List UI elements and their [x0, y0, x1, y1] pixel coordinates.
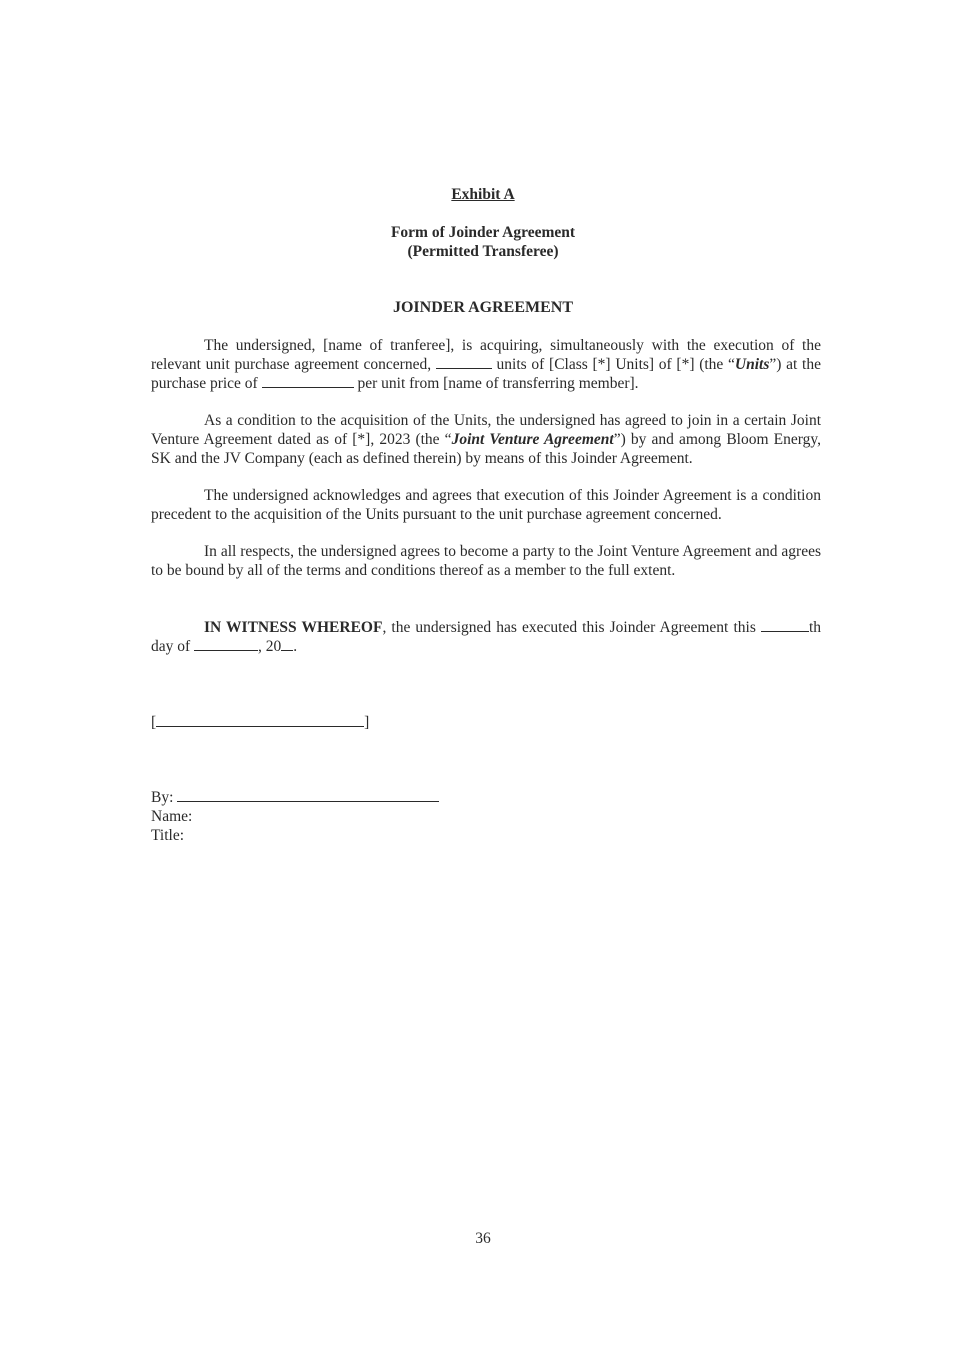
units-term: Units: [734, 356, 770, 373]
price-blank: [262, 375, 354, 388]
paragraph-acquisition: [151, 336, 821, 393]
units-count-blank: [436, 356, 492, 369]
para3-text: The undersigned acknowledges and agrees that execution of this Joinder Agreement is a condition precedent to the acquisition of the Units pursuant to the unit purchase agreement concerned.: [151, 487, 821, 523]
witness-text-b: th day of: [151, 619, 821, 655]
jv-agreement-term: Joint Venture Agreement: [451, 431, 614, 448]
title-label: Title:: [151, 827, 185, 844]
witness-text-a: , the undersigned has executed this Joinder Agreement this: [382, 619, 761, 636]
form-title-line2: (Permitted Transferee): [407, 243, 559, 260]
by-label: By:: [151, 789, 174, 806]
by-row: [151, 787, 439, 807]
month-blank: [194, 638, 258, 651]
day-blank: [761, 619, 809, 632]
form-title: [0, 223, 966, 261]
paragraph-acknowledgement: [151, 486, 821, 524]
para1-text-d: per unit from [name of transferring member].: [353, 375, 639, 392]
para1-text-c: ”) at the purchase price of: [151, 356, 821, 392]
witness-lead: IN WITNESS WHEREOF: [204, 619, 383, 636]
signatory-name-block: [151, 712, 369, 732]
para4-text: In all respects, the undersigned agrees to become a party to the Joint Venture Agreement and agrees to be bound by all of the terms and conditions thereof as a member to the full extent.: [151, 543, 821, 579]
paragraph-witness: [151, 618, 821, 656]
signatory-name-line: [156, 712, 364, 727]
para2-text-a: As a condition to the acquisition of the Units, the undersigned has agreed to join in a certain Joint Venture Agreement dated as of [*], 2023 (the “: [151, 412, 821, 448]
witness-text-c: , 20: [258, 638, 282, 655]
by-signature-line: [177, 787, 439, 802]
exhibit-heading: Exhibit A: [451, 186, 515, 203]
witness-text-d: .: [293, 638, 298, 655]
para1-text-b: units of [Class [*] Units] of [*] (the “: [491, 356, 735, 373]
signature-block: [151, 787, 439, 845]
para1-text-a: The undersigned, [name of tranferee], is acquiring, simultaneously with the execution of the relevant unit purchase agreement concerned,: [151, 337, 821, 373]
name-label: Name:: [151, 808, 193, 825]
paragraph-respects: [151, 542, 821, 580]
bracket-close: ]: [364, 714, 370, 731]
year-blank: [281, 638, 293, 651]
para2-text-b: ”) by and among Bloom Energy, SK and the JV Company (each as defined therein) by means of this Joinder Agreement.: [151, 431, 821, 467]
paragraph-condition: [151, 411, 821, 468]
page-number: 36: [475, 1230, 491, 1247]
bracket-open: [: [151, 714, 157, 731]
form-title-line1: Form of Joinder Agreement: [390, 224, 576, 241]
joinder-agreement-title: JOINDER AGREEMENT: [392, 299, 574, 316]
